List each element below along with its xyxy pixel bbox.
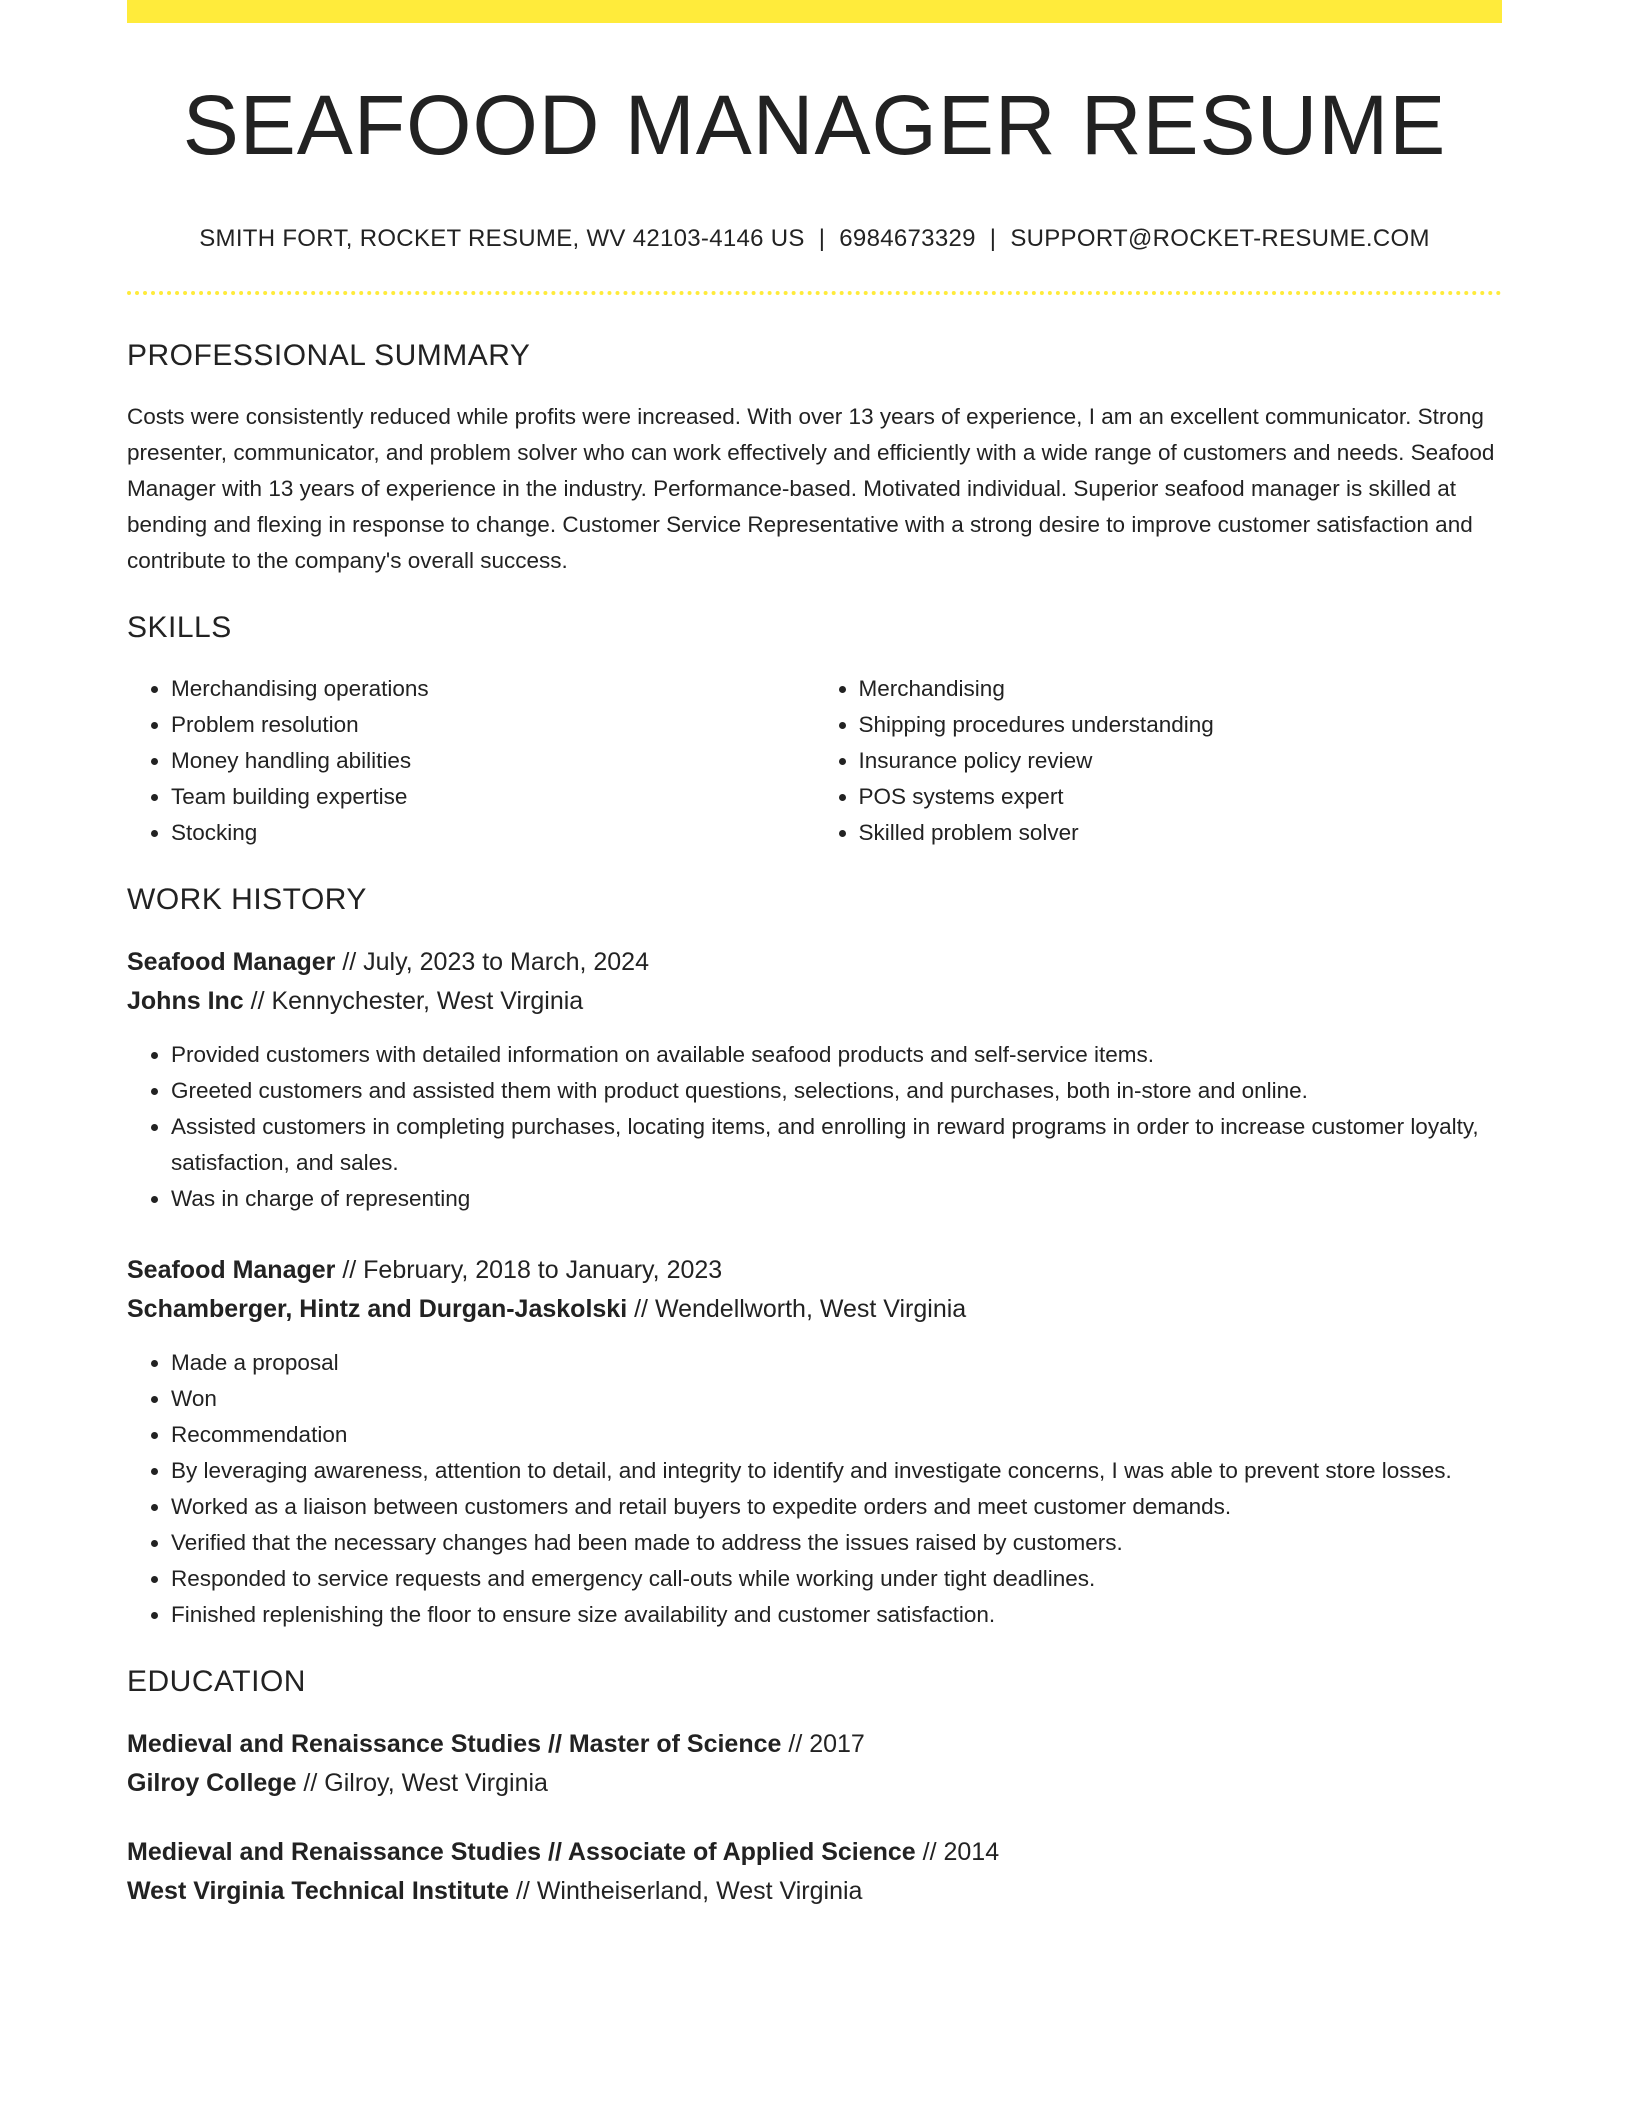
skill-item: • Team building expertise	[171, 779, 815, 815]
job-location: // Kennychester, West Virginia	[243, 987, 584, 1015]
accent-bar	[127, 0, 1502, 23]
job-dates: // July, 2023 to March, 2024	[335, 948, 649, 976]
skill-item: • POS systems expert	[859, 779, 1503, 815]
job-bullet: • Provided customers with detailed information on available seafood products and self-service items.	[171, 1037, 1502, 1073]
education-heading: EDUCATION	[127, 1665, 306, 1698]
job-entry	[127, 943, 1502, 1217]
skill-item: • Shipping procedures understanding	[859, 707, 1503, 743]
job-title-line	[127, 943, 1502, 982]
job-bullets	[127, 1345, 1502, 1633]
job-company: Schamberger, Hintz and Durgan-Jaskolski	[127, 1295, 628, 1323]
job-bullet: • Made a proposal	[171, 1345, 1502, 1381]
contact-line	[127, 225, 1502, 253]
skills-left-list	[127, 671, 815, 851]
education-school-line	[127, 1872, 1502, 1911]
education-section	[127, 1665, 1502, 1911]
education-degree: Medieval and Renaissance Studies // Associate of Applied Science	[127, 1838, 916, 1866]
skills-section	[127, 611, 1502, 851]
education-school-line	[127, 1764, 1502, 1803]
job-bullet: • Greeted customers and assisted them with product questions, selections, and purchases, both in-store and online.	[171, 1073, 1502, 1109]
job-company-line	[127, 1290, 1502, 1329]
job-bullet: • Was in charge of representing	[171, 1181, 1502, 1217]
summary-text: Costs were consistently reduced while profits were increased. With over 13 years of experience, I am an excellent communicator. Strong presenter, communicator, and problem solver who can work effectively and efficiently with a wide range of customers and needs. Seafood Manager with 13 years of experience in the industry. Performance-based. Motivated individual. Superior seafood manager is skilled at bending and flexing in response to change. Customer Service Representative with a strong desire to improve customer satisfaction and contribute to the company's overall success.	[127, 404, 1495, 573]
summary-section	[127, 339, 1502, 579]
job-header	[127, 943, 1502, 1021]
work-section	[127, 883, 1502, 1633]
resume-page	[127, 0, 1502, 1911]
skills-grid	[127, 671, 1502, 851]
education-degree-line	[127, 1725, 1502, 1764]
job-dates: // February, 2018 to January, 2023	[335, 1256, 723, 1284]
page-title: SEAFOOD MANAGER RESUME	[182, 78, 1447, 172]
skills-right-list	[815, 671, 1503, 851]
job-bullet: • Worked as a liaison between customers and retail buyers to expedite orders and meet customer demands.	[171, 1489, 1502, 1525]
education-location: // Wintheiserland, West Virginia	[509, 1877, 863, 1905]
job-bullet: • By leveraging awareness, attention to detail, and integrity to identify and investigate concerns, I was able to prevent store losses.	[171, 1453, 1502, 1489]
skill-item: • Skilled problem solver	[859, 815, 1503, 851]
job-bullet: • Verified that the necessary changes had been made to address the issues raised by customers.	[171, 1525, 1502, 1561]
contact-phone: 6984673329	[839, 225, 976, 252]
skill-item: • Merchandising operations	[171, 671, 815, 707]
dotted-divider	[127, 291, 1502, 295]
job-company: Johns Inc	[127, 987, 244, 1015]
contact-address: SMITH FORT, ROCKET RESUME, WV 42103-4146 US	[199, 225, 805, 252]
education-entry	[127, 1833, 1502, 1911]
education-school: West Virginia Technical Institute	[127, 1877, 510, 1905]
education-entry	[127, 1725, 1502, 1803]
job-title: Seafood Manager	[127, 1256, 336, 1284]
skill-item: • Problem resolution	[171, 707, 815, 743]
job-location: // Wendellworth, West Virginia	[627, 1295, 967, 1323]
skill-item: • Money handling abilities	[171, 743, 815, 779]
job-bullets	[127, 1037, 1502, 1217]
job-bullet: • Responded to service requests and emergency call-outs while working under tight deadlines.	[171, 1561, 1502, 1597]
job-title-line	[127, 1251, 1502, 1290]
education-degree: Medieval and Renaissance Studies // Master of Science	[127, 1730, 782, 1758]
job-bullet: • Finished replenishing the floor to ensure size availability and customer satisfaction.	[171, 1597, 1502, 1633]
job-bullet: • Won	[171, 1381, 1502, 1417]
contact-separator: |	[989, 225, 997, 252]
job-bullet: • Assisted customers in completing purchases, locating items, and enrolling in reward programs in order to increase customer loyalty, satisfaction, and sales.	[171, 1109, 1502, 1181]
job-entry	[127, 1251, 1502, 1633]
contact-separator: |	[818, 225, 826, 252]
skill-item: • Stocking	[171, 815, 815, 851]
education-degree-line	[127, 1833, 1502, 1872]
education-year: // 2017	[781, 1730, 865, 1758]
education-year: // 2014	[915, 1838, 1000, 1866]
job-bullet: • Recommendation	[171, 1417, 1502, 1453]
skill-item: • Insurance policy review	[859, 743, 1503, 779]
skill-item: • Merchandising	[859, 671, 1503, 707]
work-heading: WORK HISTORY	[127, 883, 367, 916]
education-school: Gilroy College	[127, 1769, 297, 1797]
job-title: Seafood Manager	[127, 948, 336, 976]
summary-heading: PROFESSIONAL SUMMARY	[127, 339, 531, 372]
job-company-line	[127, 982, 1502, 1021]
education-location: // Gilroy, West Virginia	[296, 1769, 548, 1797]
contact-email: SUPPORT@ROCKET-RESUME.COM	[1010, 225, 1430, 252]
job-header	[127, 1251, 1502, 1329]
skills-heading: SKILLS	[127, 611, 232, 644]
